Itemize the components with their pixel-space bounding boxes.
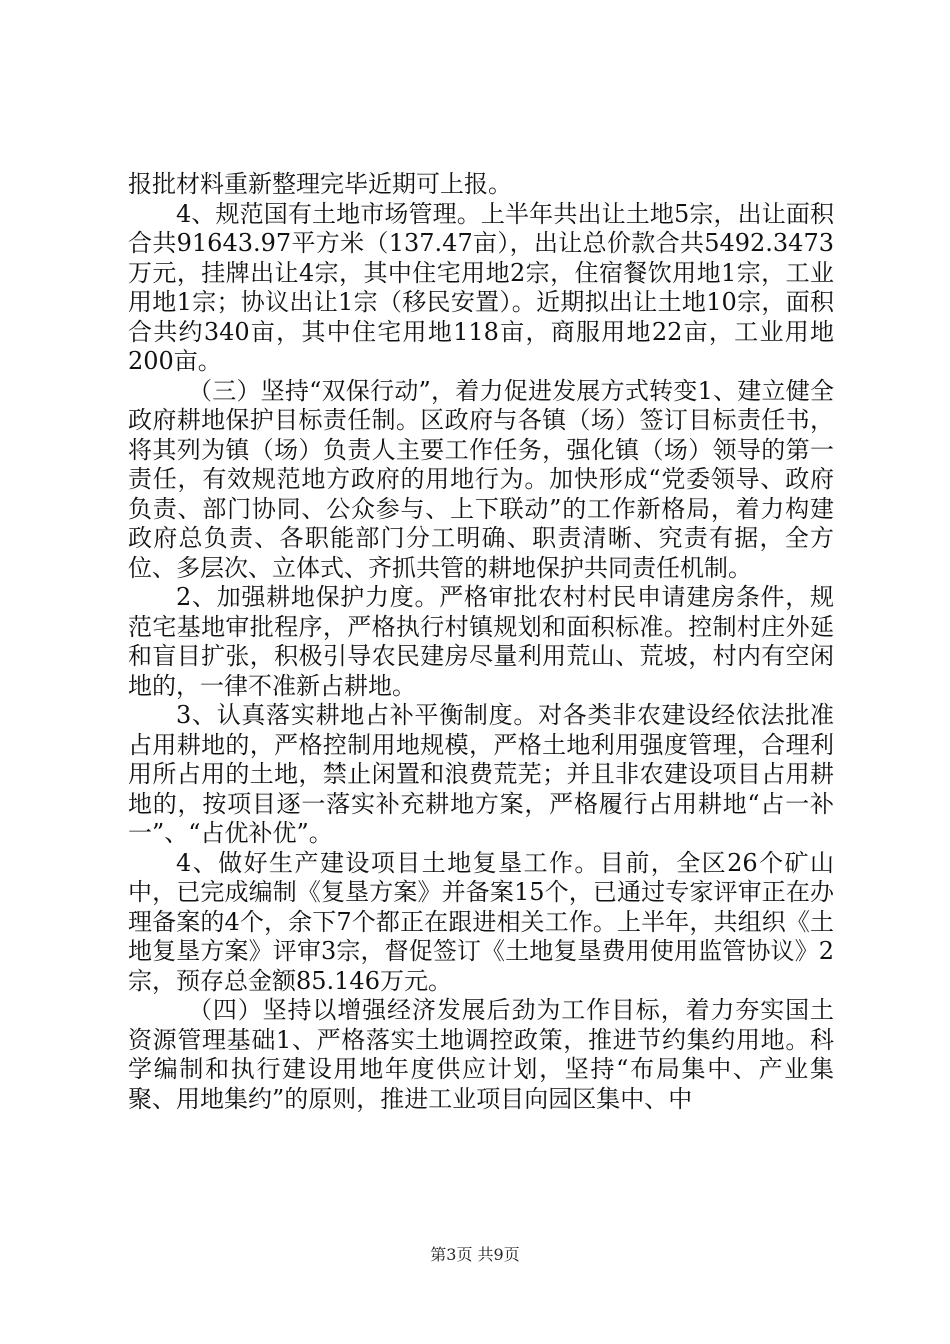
paragraph-section-three: （三）坚持“双保行动”，着力促进发展方式转变1、建立健全政府耕地保护目标责任制。区政府与各镇（场）签订目标责任书，将其列为镇（场）负责人主要工作任务，强化镇（场）领导的第一责任，有效规范地方政府的用地行为。加快形成“党委领导、政府负责、部门协同、公众参与、上下联动”的工作新格局，着力构建政府总负责、各职能部门分工明确、职责清晰、究责有据，全方位、多层次、立体式、齐抓共管的耕地保护共同责任机制。	[128, 376, 834, 582]
paragraph-farmland-protection: 2、加强耕地保护力度。严格审批农村村民申请建房条件，规范宅基地审批程序，严格执行村镇规划和面积标准。控制村庄外延和盲目扩张，积极引导农民建房尽量利用荒山、荒坡，村内有空闲地的，一律不准新占耕地。	[128, 583, 834, 700]
document-body	[128, 170, 834, 1114]
paragraph-land-market: 4、规范国有土地市场管理。上半年共出让土地5宗，出让面积合共91643.97平方米（137.47亩），出让总价款合共5492.3473万元，挂牌出让4宗，其中住宅用地2宗，住宿餐饮用地1宗，工业用地1宗；协议出让1宗（移民安置）。近期拟出让土地10宗，面积合共约340亩，其中住宅用地118亩，商服用地22亩，工业用地200亩。	[128, 199, 834, 375]
paragraph-balance-system: 3、认真落实耕地占补平衡制度。对各类非农建设经依法批准占用耕地的，严格控制用地规模，严格土地利用强度管理，合理利用所占用的土地，禁止闲置和浪费荒芜；并且非农建设项目占用耕地的，按项目逐一落实补充耕地方案，严格履行占用耕地“占一补一”、“占优补优”。	[128, 701, 834, 847]
page-number-footer: 第3页 共9页	[430, 1245, 520, 1264]
paragraph-reclamation: 4、做好生产建设项目土地复垦工作。目前，全区26个矿山中，已完成编制《复垦方案》并备案15个，已通过专家评审正在办理备案的4个，余下7个都正在跟进相关工作。上半年，共组织《土地复垦方案》评审3宗，督促签订《土地复垦费用使用监管协议》2宗，预存总金额85.146万元。	[128, 848, 834, 995]
paragraph-section-four: （四）坚持以增强经济发展后劲为工作目标，着力夯实国土资源管理基础1、严格落实土地调控政策，推进节约集约用地。科学编制和执行建设用地年度供应计划，坚持“布局集中、产业集聚、用地集约”的原则，推进工业项目向园区集中、中	[128, 996, 834, 1113]
paragraph-continuation: 报批材料重新整理完毕近期可上报。	[128, 170, 512, 198]
